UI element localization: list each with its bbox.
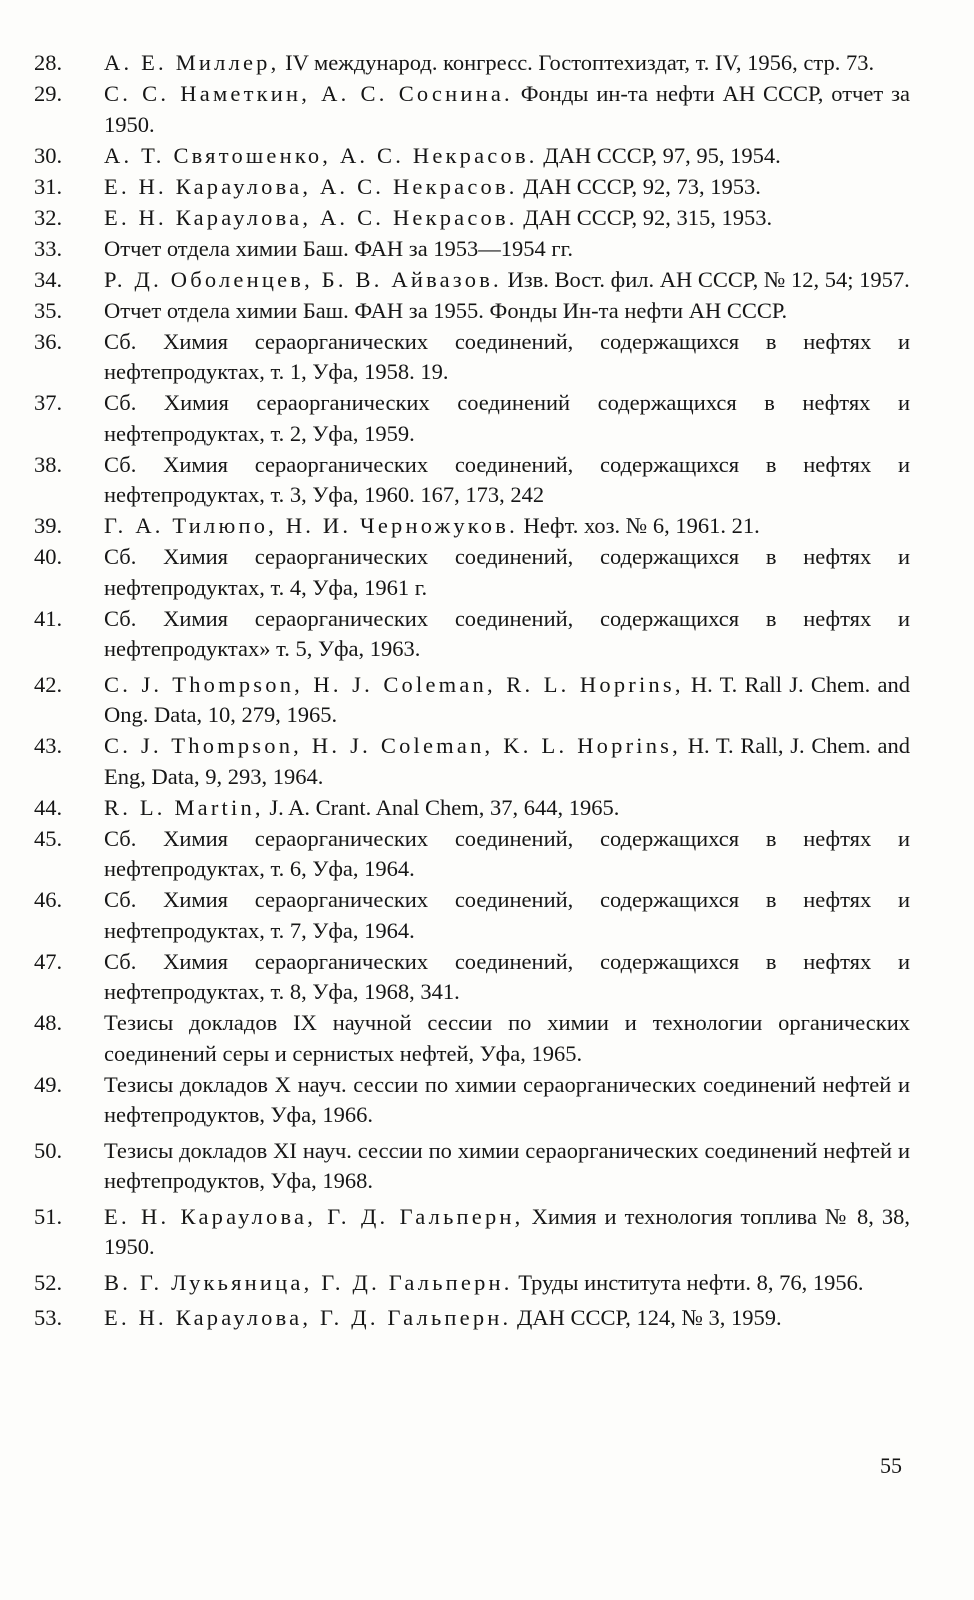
reference-details: Сб. Химия сераорганических соединений, содержащихся в нефтях и нефтепродуктах, т. 4, Уфа, 1961 г. xyxy=(104,544,910,600)
reference-details: Сб. Химия сераорганических соединений, содержащихся в нефтях и нефтепродуктах, т. 6, Уфа, 1964. xyxy=(104,825,910,881)
reference-item xyxy=(34,172,910,203)
reference-text xyxy=(104,542,910,603)
reference-number: 51. xyxy=(34,1203,63,1229)
reference-number: 45. xyxy=(34,825,63,851)
reference-authors: Р. Д. Оболенцев, Б. В. Айвазов. xyxy=(104,266,502,292)
reference-number: 37. xyxy=(34,390,63,415)
reference-text xyxy=(104,1202,910,1263)
reference-authors: C. J. Thompson, H. J. Coleman, K. L. Hoprins, xyxy=(104,733,681,758)
reference-item xyxy=(34,731,910,792)
reference-text xyxy=(104,203,910,234)
page-number: 55 xyxy=(880,1453,902,1478)
reference-details: Сб. Химия сераорганических соединений содержащихся в нефтях и нефтепродуктах, т. 2, Уфа, 1959. xyxy=(104,390,910,446)
reference-item xyxy=(34,450,910,511)
reference-number: 48. xyxy=(34,1010,63,1035)
reference-item xyxy=(34,327,910,388)
reference-item xyxy=(34,1202,910,1263)
reference-item xyxy=(34,234,910,265)
reference-number: 36. xyxy=(34,328,63,354)
reference-details: Отчет отдела химии Баш. ФАН за 1953—1954 гг. xyxy=(104,235,573,261)
reference-text xyxy=(104,141,910,172)
reference-number: 38. xyxy=(34,451,63,477)
reference-number: 53. xyxy=(34,1305,63,1330)
reference-text xyxy=(104,511,910,542)
reference-item xyxy=(34,296,910,327)
reference-authors: С. С. Наметкин, А. С. Соснина. xyxy=(104,81,513,106)
reference-text xyxy=(104,1070,910,1131)
reference-authors: Е. Н. Караулова, Г. Д. Гальперн, xyxy=(104,1203,524,1229)
reference-authors: В. Г. Лукьяница, Г. Д. Гальперн. xyxy=(104,1269,513,1295)
reference-text xyxy=(104,327,910,388)
reference-item xyxy=(34,1070,910,1131)
reference-text xyxy=(104,1268,910,1299)
reference-number: 42. xyxy=(34,671,63,697)
reference-item xyxy=(34,885,910,946)
reference-details: Химия и технология топлива № 8, 38, 1950. xyxy=(104,1203,911,1259)
reference-number: 40. xyxy=(34,544,63,569)
reference-authors: Е. Н. Караулова, А. С. Некрасов. xyxy=(104,204,518,230)
reference-details: Нефт. хоз. № 6, 1961. 21. xyxy=(517,513,760,538)
reference-text xyxy=(104,172,910,203)
reference-item xyxy=(34,1303,910,1334)
reference-item xyxy=(34,1008,910,1069)
reference-text xyxy=(104,824,910,885)
reference-details: ДАН СССР, 92, 315, 1953. xyxy=(517,204,773,230)
reference-text xyxy=(104,793,910,824)
reference-item xyxy=(34,670,910,731)
reference-item xyxy=(34,1268,910,1299)
reference-item xyxy=(34,1136,910,1197)
reference-item xyxy=(34,48,910,79)
reference-authors: А. Т. Святошенко, А. С. Некрасов. xyxy=(104,142,538,168)
reference-details: Сб. Химия сераорганических соединений, содержащихся в нефтях и нефтепродуктах, т. 7, Уфа, 1964. xyxy=(104,887,910,943)
reference-text xyxy=(104,1136,910,1197)
reference-authors: Е. Н. Караулова, А. С. Некрасов. xyxy=(104,173,518,199)
reference-details: ДАН СССР, 92, 73, 1953. xyxy=(517,173,761,199)
reference-details: Тезисы докладов IX научной сессии по химии и технологии органических соединений серы и сернистых нефтей, Уфа, 1965. xyxy=(104,1010,910,1066)
reference-text xyxy=(104,1008,910,1069)
reference-authors: R. L. Martin, xyxy=(104,794,264,820)
reference-details: H. T. Rall J. Chem. and Ong. Data, 10, 279, 1965. xyxy=(104,671,910,727)
reference-details: Сб. Химия сераорганических соединений, содержащихся в нефтях и нефтепродуктах» т. 5, Уфа, 1963. xyxy=(104,605,910,661)
reference-details: Сб. Химия сераорганических соединений, содержащихся в нефтях и нефтепродуктах, т. 3, Уфа, 1960. 167, 173, 242 xyxy=(104,451,910,507)
reference-item xyxy=(34,388,910,449)
reference-details: Сб. Химия сераорганических соединений, содержащихся в нефтях и нефтепродуктах, т. 8, Уфа, 1968, 341. xyxy=(104,948,910,1004)
reference-text xyxy=(104,388,910,449)
reference-list xyxy=(34,48,910,1334)
reference-number: 50. xyxy=(34,1137,63,1163)
reference-details: ДАН СССР, 124, № 3, 1959. xyxy=(511,1305,782,1330)
reference-text xyxy=(104,450,910,511)
reference-text xyxy=(104,947,910,1008)
reference-number: 47. xyxy=(34,948,63,974)
reference-number: 44. xyxy=(34,794,63,820)
reference-text xyxy=(104,670,910,731)
reference-item xyxy=(34,141,910,172)
reference-text xyxy=(104,296,910,327)
reference-item xyxy=(34,79,910,140)
reference-details: IV международ. конгресс. Гостоптехиздат, т. IV, 1956, стр. 73. xyxy=(279,50,875,75)
reference-text xyxy=(104,234,910,265)
reference-text xyxy=(104,604,910,665)
reference-authors: C. J. Thompson, H. J. Coleman, R. L. Hoprins, xyxy=(104,671,684,697)
reference-details: H. T. Rall, J. Chem. and Eng, Data, 9, 293, 1964. xyxy=(104,733,910,789)
reference-number: 32. xyxy=(34,204,63,230)
reference-details: Фонды ин-та нефти АН СССР, отчет за 1950. xyxy=(104,81,910,137)
reference-details: ДАН СССР, 97, 95, 1954. xyxy=(537,142,781,168)
reference-details: Сб. Химия сераорганических соединений, содержащихся в нефтях и нефтепродуктах, т. 1, Уфа, 1958. 19. xyxy=(104,328,910,384)
reference-text xyxy=(104,1303,910,1334)
reference-number: 33. xyxy=(34,235,63,261)
reference-authors: А. Е. Миллер, xyxy=(104,50,280,75)
reference-text xyxy=(104,48,910,79)
reference-item xyxy=(34,265,910,296)
reference-number: 30. xyxy=(34,142,63,168)
reference-details: J. A. Crant. Anal Chem, 37, 644, 1965. xyxy=(263,794,620,820)
reference-details: Труды института нефти. 8, 76, 1956. xyxy=(512,1269,864,1295)
reference-number: 49. xyxy=(34,1071,63,1097)
reference-number: 52. xyxy=(34,1269,63,1295)
reference-number: 46. xyxy=(34,887,63,912)
reference-item xyxy=(34,203,910,234)
reference-number: 43. xyxy=(34,733,63,758)
reference-details: Тезисы докладов X науч. сессии по химии сераорганических соединений нефтей и нефтепродуктов, Уфа, 1966. xyxy=(104,1071,910,1127)
reference-text xyxy=(104,885,910,946)
reference-details: Тезисы докладов XI науч. сессии по химии сераорганических соединений нефтей и нефтепродуктов, Уфа, 1968. xyxy=(104,1137,910,1193)
reference-text xyxy=(104,731,910,792)
reference-details: Изв. Вост. фил. АН СССР, № 12, 54; 1957. xyxy=(501,266,910,292)
reference-item xyxy=(34,604,910,665)
reference-number: 41. xyxy=(34,605,63,631)
reference-item xyxy=(34,511,910,542)
reference-item xyxy=(34,793,910,824)
reference-item xyxy=(34,542,910,603)
reference-number: 29. xyxy=(34,81,63,106)
reference-details: Отчет отдела химии Баш. ФАН за 1955. Фонды Ин-та нефти АН СССР. xyxy=(104,297,788,323)
reference-number: 39. xyxy=(34,513,63,538)
reference-number: 34. xyxy=(34,266,63,292)
reference-authors: Е. Н. Караулова, Г. Д. Гальперн. xyxy=(104,1305,512,1330)
reference-authors: Г. А. Тилюпо, Н. И. Черножуков. xyxy=(104,513,518,538)
reference-text xyxy=(104,79,910,140)
reference-item xyxy=(34,947,910,1008)
reference-number: 35. xyxy=(34,297,63,323)
reference-number: 31. xyxy=(34,173,63,199)
reference-number: 28. xyxy=(34,50,63,75)
reference-item xyxy=(34,824,910,885)
reference-text xyxy=(104,265,910,296)
